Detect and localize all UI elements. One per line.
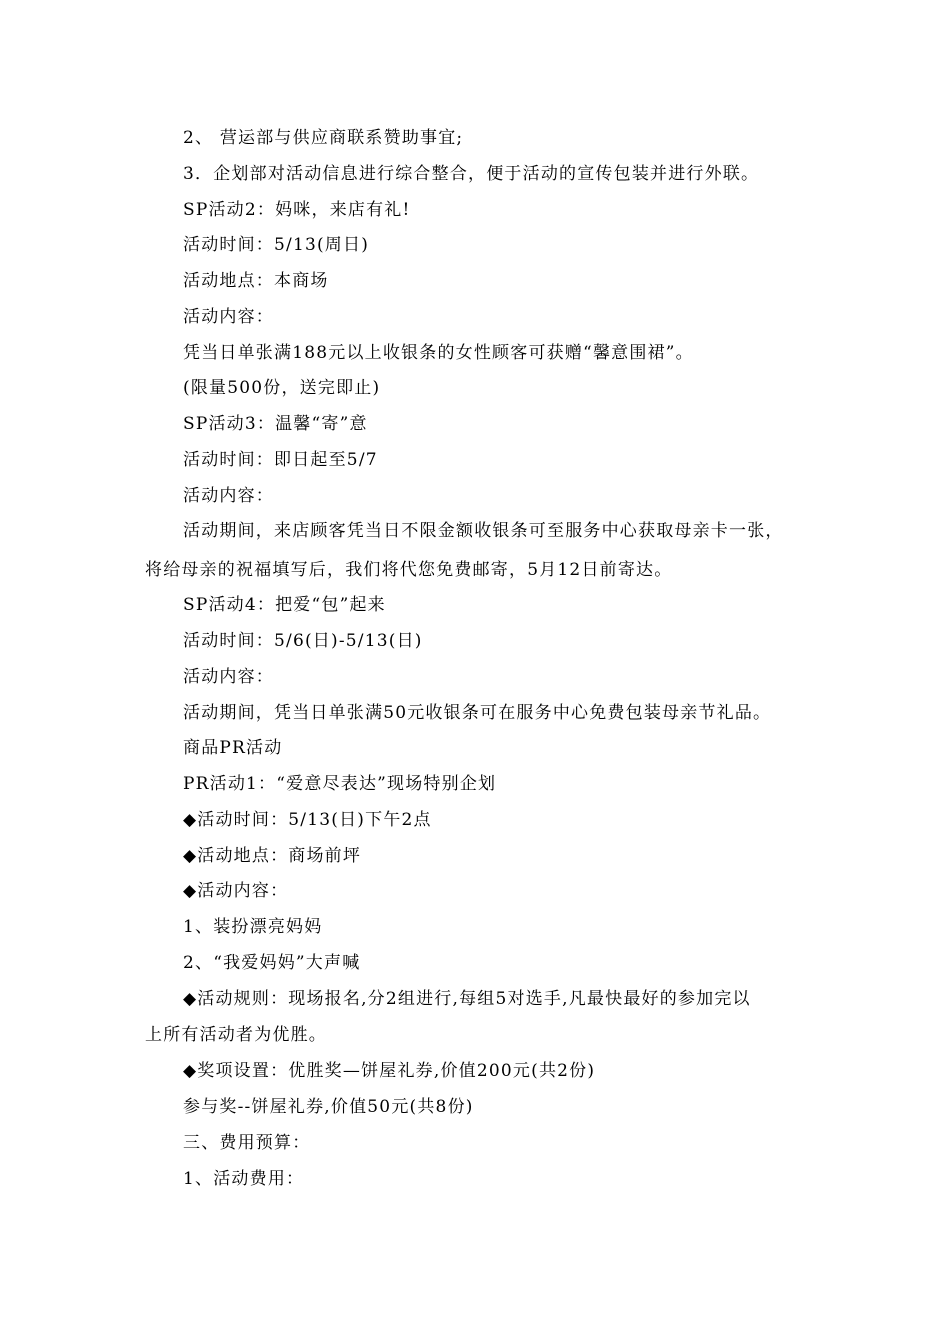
text-line: ◆奖项设置：优胜奖—饼屋礼券,价值200元(共2份) [183,1061,596,1081]
text-line: SP活动4：把爱“包”起来 [183,595,386,615]
text-line: 上所有活动者为优胜。 [145,1025,327,1045]
text-line: 1、装扮漂亮妈妈 [183,917,323,937]
text-line: ◆活动时间：5/13(日)下午2点 [183,810,432,830]
text-line: 凭当日单张满188元以上收银条的女性顾客可获赠“馨意围裙”。 [183,343,694,363]
text-line: 活动内容： [183,667,274,687]
text-line: 活动地点：本商场 [183,271,329,291]
text-line: SP活动2：妈咪，来店有礼! [183,200,411,220]
text-line: 活动内容： [183,307,274,327]
text-line: ◆活动规则：现场报名,分2组进行,每组5对选手,凡最快最好的参加完以 [183,989,751,1009]
text-line: SP活动3：温馨“寄”意 [183,414,368,434]
text-line: 活动时间：5/6(日)-5/13(日) [183,631,423,651]
text-line: 活动内容： [183,486,274,506]
text-line: 活动时间：5/13(周日) [183,235,370,255]
text-line: 活动期间，来店顾客凭当日不限金额收银条可至服务中心获取母亲卡一张， [183,521,784,541]
text-line: 2、“我爱妈妈”大声喊 [183,953,361,973]
text-line: 商品PR活动 [183,738,283,758]
text-line: 活动期间，凭当日单张满50元收银条可在服务中心免费包装母亲节礼品。 [183,703,772,723]
text-line: ◆活动内容： [183,881,289,901]
text-line: 三、费用预算： [183,1133,311,1153]
text-line: 3．企划部对活动信息进行综合整合，便于活动的宣传包装并进行外联。 [183,164,760,184]
text-line: (限量500份，送完即止) [183,378,381,398]
text-line: 1、活动费用： [183,1169,305,1189]
text-line: 2、 营运部与供应商联系赞助事宜; [183,128,464,148]
text-line: 活动时间：即日起至5/7 [183,450,378,470]
text-line: 将给母亲的祝福填写后，我们将代您免费邮寄，5月12日前寄达。 [145,560,673,580]
text-line: ◆活动地点：商场前坪 [183,846,362,866]
text-line: 参与奖--饼屋礼券,价值50元(共8份) [183,1097,474,1117]
text-line: PR活动1：“爱意尽表达”现场特别企划 [183,774,497,794]
